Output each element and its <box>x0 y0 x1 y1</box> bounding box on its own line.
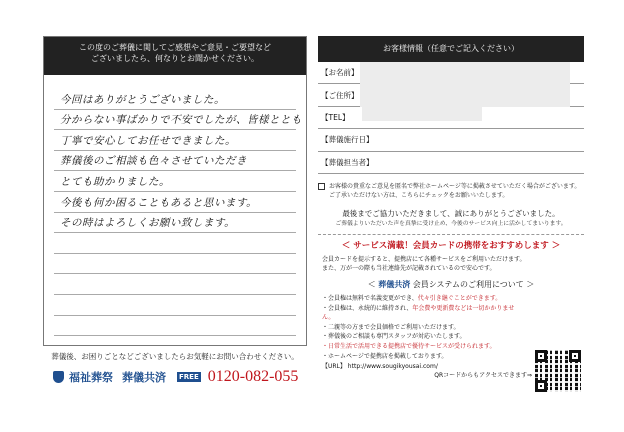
thanks-sub: ご葬儀よりいただいた声を真摯に受け止め、今後のサービス向上に活かしてまいります。 <box>335 220 567 227</box>
consent-text: お客様の貴重なご意見を匿名で弊社ホームページ等に掲載させていただく場合がございます。ご了承いただけない方は、こちらにチェックをお願いいたします。 <box>329 182 581 199</box>
address-label: 【ご住所】 <box>321 90 359 100</box>
bullet-item: ・日常生活で活用できる提携店で優待サービスが受けられます。 <box>322 342 496 350</box>
customer-info-header: お客様情報（任意でご記入ください） <box>318 36 584 62</box>
funeral-date-label: 【葬儀施行日】 <box>321 135 374 145</box>
handwritten-text: その時はよろしくお願い致します。 <box>60 217 236 230</box>
service-title: ＜ サービス満載！会員カードの携帯をおすすめします ＞ <box>341 240 561 251</box>
ruled-line <box>54 130 296 151</box>
ruled-line <box>54 274 296 295</box>
ruled-line <box>54 89 296 110</box>
feedback-lines <box>54 89 302 336</box>
service-text-line: 会員カードを提示すると、提携店にて各種サービスをご利用いただけます。 <box>322 255 526 263</box>
ruled-line <box>54 295 296 316</box>
shield-logo-icon <box>53 371 64 383</box>
bullet-item: ・葬儀後のご相談も専門スタッフが対応いたします。 <box>322 333 466 341</box>
staff-field[interactable] <box>318 152 584 174</box>
qr-note: QRコードからもアクセスできます⇒ <box>434 372 532 380</box>
system-title-rest: 会員システムのご利用について <box>412 279 524 289</box>
qr-code-icon[interactable] <box>535 350 581 392</box>
consent-row <box>318 182 584 200</box>
handwritten-text: 分からない事ばかりで不安でしたが、皆様ととも <box>60 114 302 127</box>
consent-checkbox[interactable] <box>318 183 325 190</box>
feedback-header-line-1: この度のご葬儀に関してご感想やご意見・ご要望など <box>79 43 271 52</box>
free-dial-icon: FREE <box>179 373 199 381</box>
brand-row <box>43 368 307 386</box>
handwritten-text: 今後も何か困ることもあると思います。 <box>60 196 258 209</box>
system-title: ＜ 葬儀共済 会員システムのご利用について ＞ <box>367 279 535 289</box>
funeral-date-field[interactable] <box>318 129 584 151</box>
bullet-item: ・会員権は無料で名義変更ができ、代々引き継ぐことができます。 <box>322 294 502 302</box>
feedback-header <box>44 37 306 75</box>
contact-note: 葬儀後、お困りごとなどございましたらお気軽にお問い合わせください。 <box>51 352 299 361</box>
thanks-message: 最後までご協力いただきまして、誠にありがとうございました。 <box>342 208 560 218</box>
staff-label: 【葬儀担当者】 <box>321 157 374 167</box>
name-label: 【お名前】 <box>321 68 359 78</box>
system-bullets <box>318 294 518 361</box>
handwritten-text: 丁寧で安心してお任せできました。 <box>60 134 236 147</box>
bullet-item: ・ホームページで提携店を掲載しております。 <box>322 352 448 360</box>
tel-label: 【TEL】 <box>321 112 350 122</box>
ruled-line <box>54 213 296 234</box>
service-text-line: また、万が一の際も当社連絡先が記載されているので安心です。 <box>322 265 496 273</box>
bullet-item: ・会員権は、永続的に維持され、年会費や更新費などは一切かかりません。 <box>322 304 515 322</box>
ruled-line <box>54 233 296 254</box>
feedback-header-line-2: ございましたら、何なりとお聞かせください。 <box>91 54 259 63</box>
ruled-line <box>54 254 296 275</box>
handwritten-text: 葬儀後のご相談も色々させていただき <box>60 155 247 168</box>
redaction-block <box>360 62 570 107</box>
ruled-line <box>54 316 296 337</box>
brand-mutual: 葬儀共済 <box>122 371 166 384</box>
brand-welfare: 福祉葬祭 <box>69 371 113 384</box>
service-text <box>318 255 584 274</box>
ruled-line <box>54 151 296 172</box>
ruled-line <box>54 171 296 192</box>
system-title-accent: 葬儀共済 <box>378 279 411 289</box>
website-link[interactable]: 【URL】 http://www.sougikyousai.com/ <box>322 363 438 371</box>
feedback-footer <box>43 352 307 386</box>
phone-number[interactable]: 0120-082-055 <box>207 368 299 385</box>
handwritten-text: とても助かりました。 <box>60 175 170 188</box>
feedback-panel <box>43 36 307 346</box>
divider <box>318 234 584 235</box>
handwritten-text: 今回はありがとうございました。 <box>60 93 225 106</box>
redaction-block <box>362 107 482 121</box>
bullet-item: ・二親等の方まで会員価格でご利用いただけます。 <box>322 323 460 331</box>
ruled-line <box>54 110 302 131</box>
ruled-line <box>54 192 296 213</box>
